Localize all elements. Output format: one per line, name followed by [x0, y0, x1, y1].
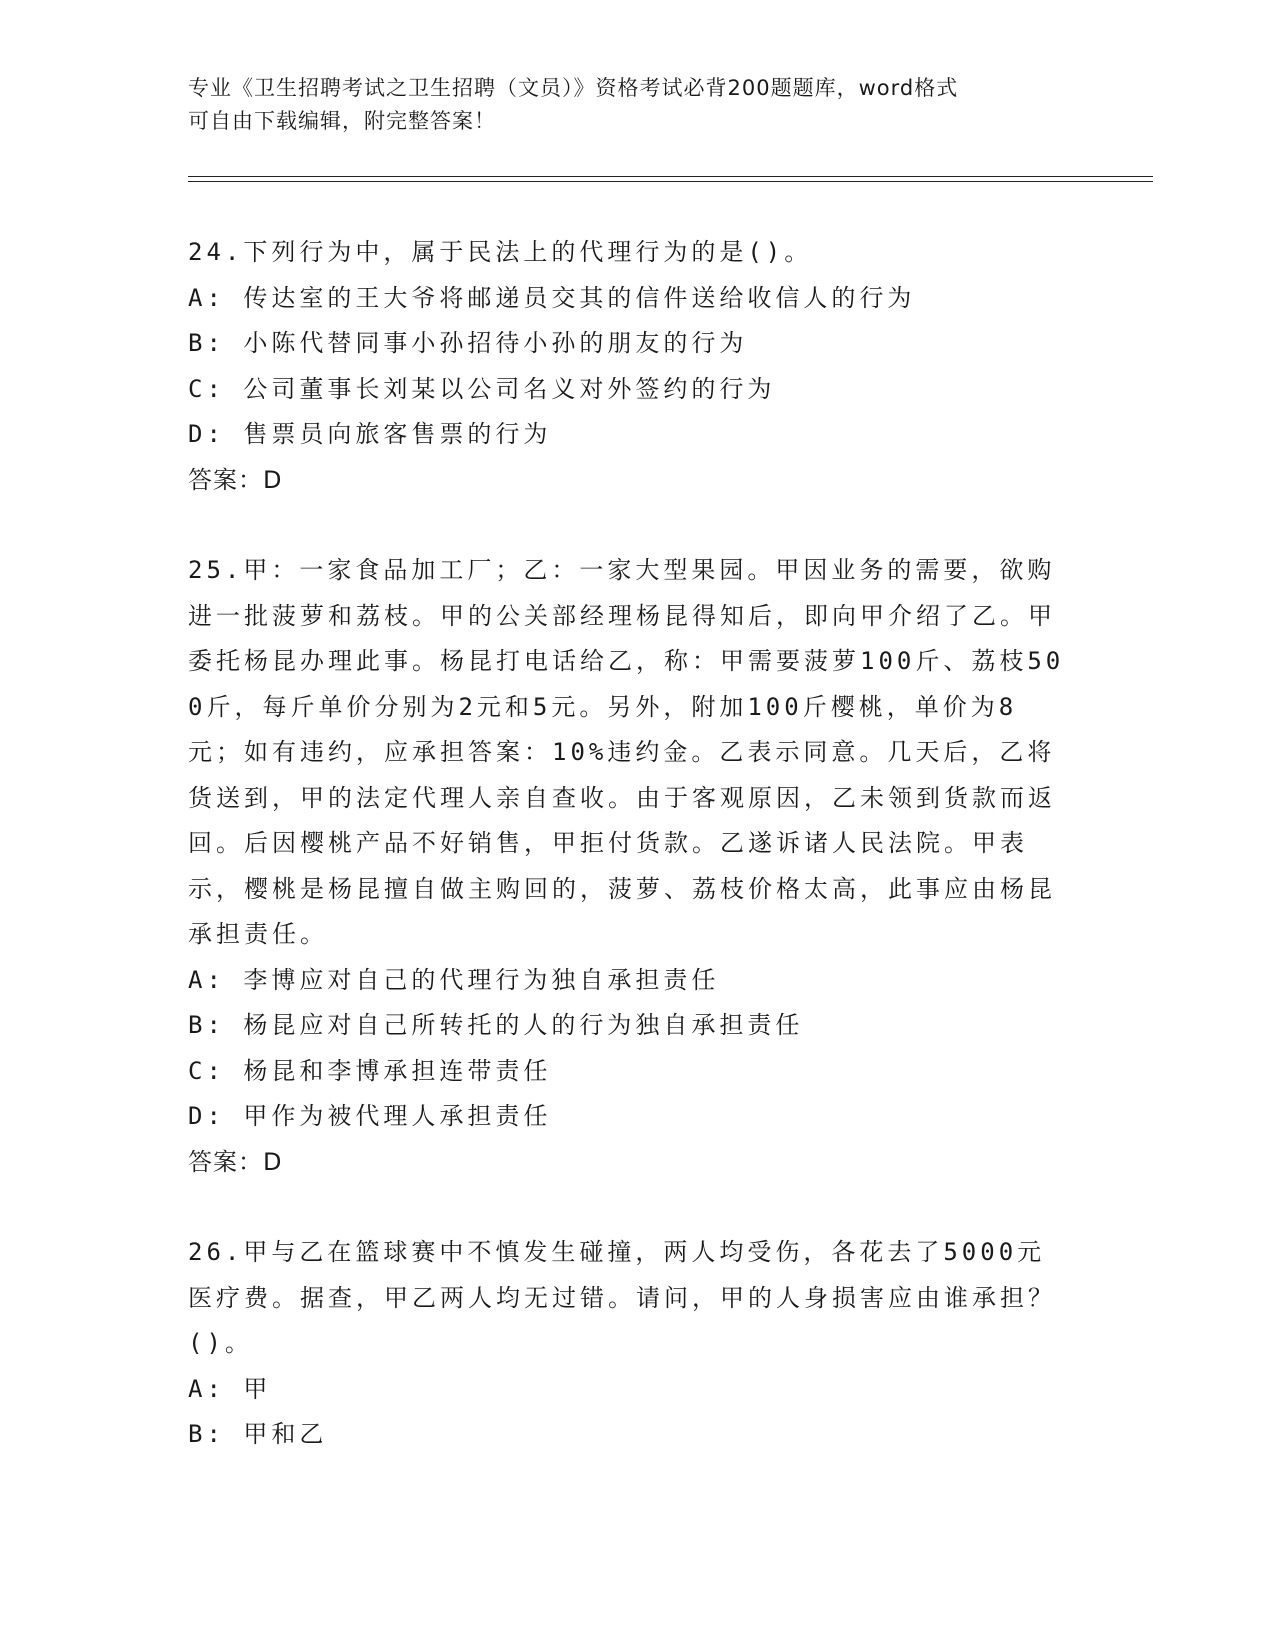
question-26 — [188, 1230, 1088, 1458]
option-d: D: 甲作为被代理人承担责任 — [188, 1102, 552, 1130]
header-line-1: 专业《卫生招聘考试之卫生招聘（文员）》资格考试必背200题题库，word格式 — [188, 76, 959, 100]
question-stem: 24.下列行为中，属于民法上的代理行为的是()。 — [188, 238, 813, 266]
option-d: D: 售票员向旅客售票的行为 — [188, 420, 552, 448]
header-line-2: 可自由下载编辑，附完整答案！ — [188, 109, 496, 133]
document-header — [188, 72, 1068, 138]
question-stem: 25.甲：一家食品加工厂；乙：一家大型果园。甲因业务的需要，欲购进一批菠萝和荔枝。甲的公关部经理杨昆得知后，即向甲介绍了乙。甲委托杨昆办理此事。杨昆打电话给乙，称：甲需要菠萝100斤、荔枝500斤，每斤单价分别为2元和5元。另外，附加100斤樱桃，单价为8元；如有违约，应承担答案：10%违约金。乙表示同意。几天后，乙将货送到，甲的法定代理人亲自查收。由于客观原因，乙未领到货款而返回。后因樱桃产品不好销售，甲拒付货款。乙遂诉诸人民法院。甲表示，樱桃是杨昆擅自做主购回的，菠萝、荔枝价格太高，此事应由杨昆承担责任。 — [188, 556, 1065, 948]
option-c: C: 杨昆和李博承担连带责任 — [188, 1056, 552, 1085]
header-divider-bottom — [188, 181, 1153, 182]
question-24 — [188, 230, 1088, 503]
option-a: A: 传达室的王大爷将邮递员交其的信件送给收信人的行为 — [188, 283, 916, 312]
option-a: A: 李博应对自己的代理行为独自承担责任 — [188, 965, 720, 994]
question-25 — [188, 548, 1088, 1185]
option-b: B: 小陈代替同事小孙招待小孙的朋友的行为 — [188, 329, 748, 357]
question-list — [188, 230, 1088, 1458]
header-divider-top — [188, 176, 1153, 177]
answer-line: 答案：D — [188, 465, 283, 494]
question-stem: 26.甲与乙在篮球赛中不慎发生碰撞，两人均受伤，各花去了5000元医疗费。据查，甲乙两人均无过错。请问，甲的人身损害应由谁承担？()。 — [188, 1238, 1056, 1357]
option-c: C: 公司董事长刘某以公司名义对外签约的行为 — [188, 374, 776, 403]
answer-line: 答案：D — [188, 1147, 283, 1176]
option-a: A: 甲 — [188, 1374, 272, 1403]
option-b: B: 杨昆应对自己所转托的人的行为独自承担责任 — [188, 1011, 804, 1039]
option-b: B: 甲和乙 — [188, 1420, 328, 1448]
